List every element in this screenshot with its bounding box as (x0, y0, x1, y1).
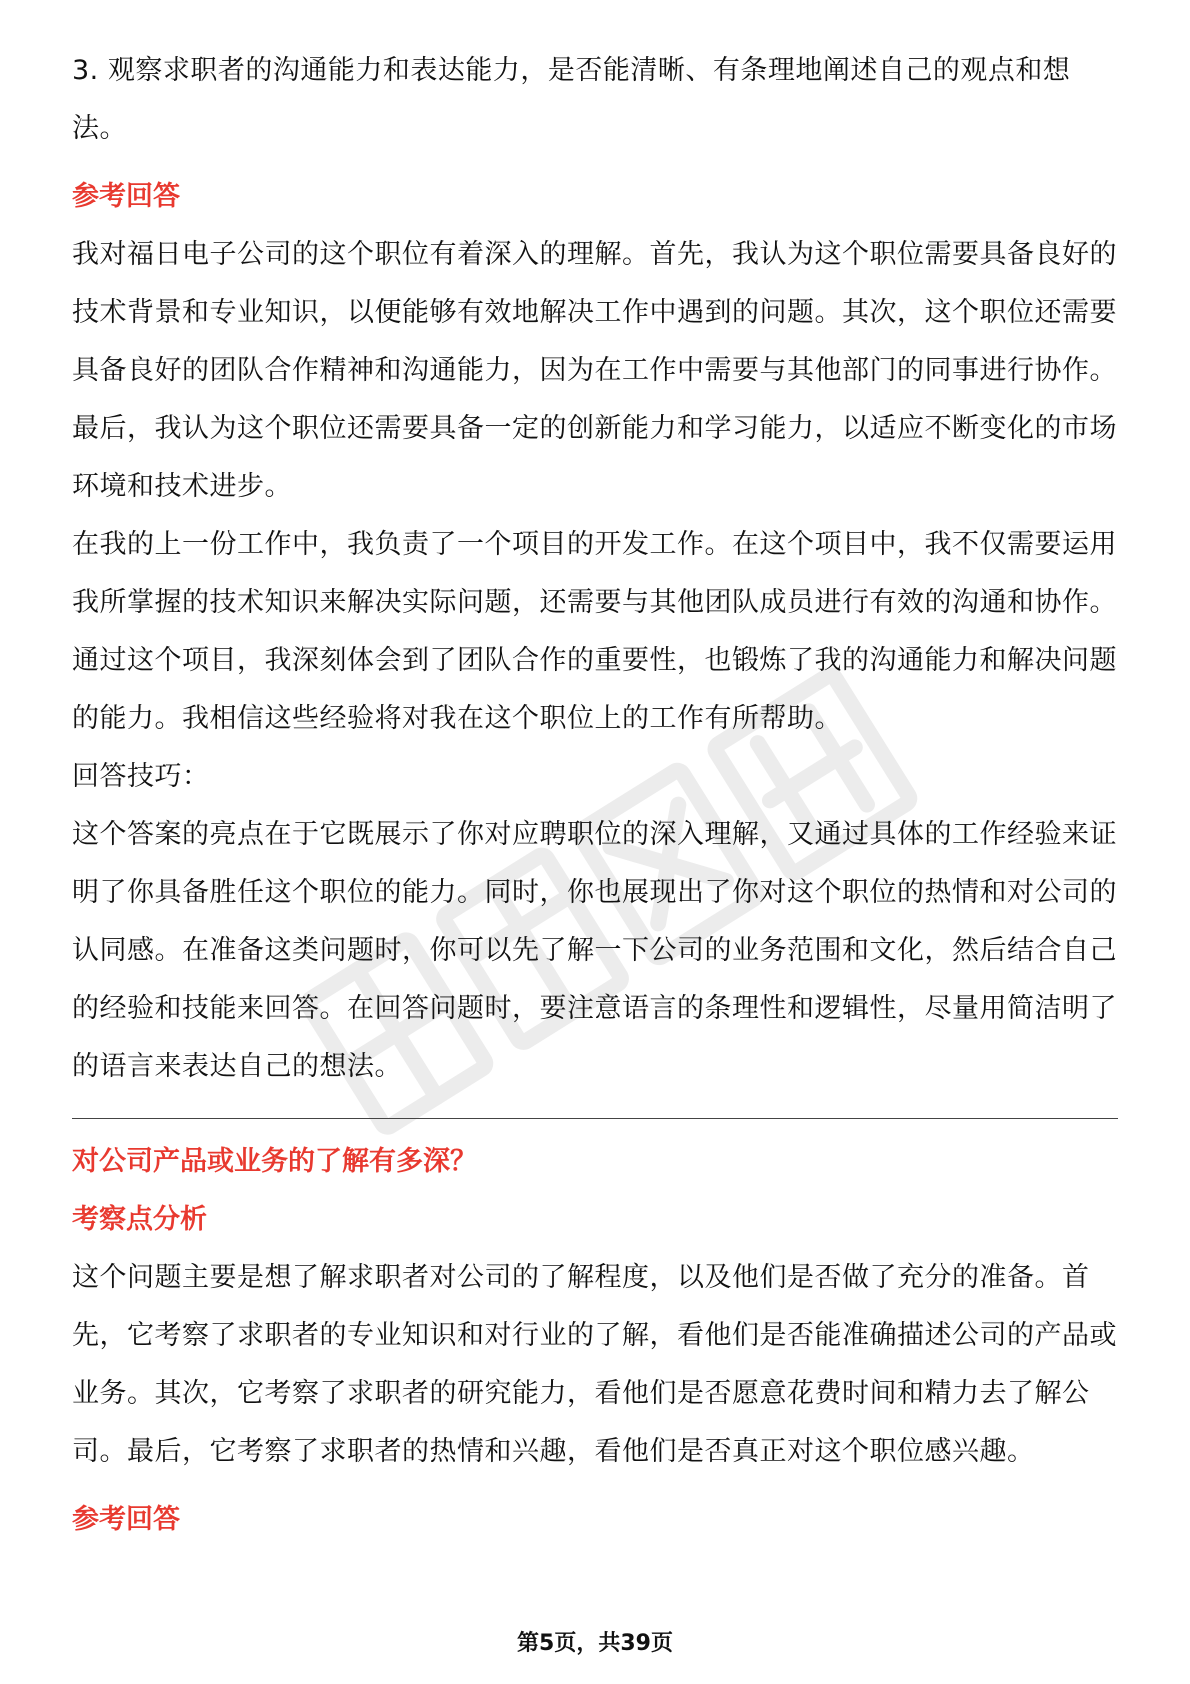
question-heading: 对公司产品或业务的了解有多深？ (72, 1146, 477, 1177)
section-divider (72, 1118, 1118, 1119)
analysis-paragraph: 这个问题主要是想了解求职者对公司的了解程度，以及他们是否做了充分的准备。首先，它考察了求职者的专业知识和对行业的了解，看他们是否能准确描述公司的产品或业务。其次，它考察了求职者的研究能力，看他们是否愿意花费时间和精力去了解公司。最后，它考察了求职者的热情和兴趣，看他们是否真正对这个职位感兴趣。 (72, 1262, 1117, 1467)
analysis-heading: 考察点分析 (72, 1204, 207, 1235)
answer-paragraph: 我对福日电子公司的这个职位有着深入的理解。首先，我认为这个职位需要具备良好的技术背景和专业知识，以便能够有效地解决工作中遇到的问题。其次，这个职位还需要具备良好的团队合作精神和沟通能力，因为在工作中需要与其他部门的同事进行协作。最后，我认为这个职位还需要具备一定的创新能力和学习能力，以适应不断变化的市场环境和技术进步。 (72, 239, 1117, 502)
reference-answer-heading-2: 参考回答 (72, 1504, 180, 1535)
reference-answer-heading: 参考回答 (72, 181, 180, 212)
intro-paragraph: 3. 观察求职者的沟通能力和表达能力，是否能清晰、有条理地阐述自己的观点和想法。 (72, 55, 1071, 144)
tips-label: 回答技巧： (72, 761, 210, 792)
document-page (72, 42, 1118, 1549)
tips-paragraph: 这个答案的亮点在于它既展示了你对应聘职位的深入理解，又通过具体的工作经验来证明了你具备胜任这个职位的能力。同时，你也展现出了你对这个职位的热情和对公司的认同感。在准备这类问题时，你可以先了解一下公司的业务范围和文化，然后结合自己的经验和技能来回答。在回答问题时，要注意语言的条理性和逻辑性，尽量用简洁明了的语言来表达自己的想法。 (72, 819, 1117, 1082)
page-number: 第5页，共39页 (517, 1631, 673, 1656)
answer-paragraph: 在我的上一份工作中，我负责了一个项目的开发工作。在这个项目中，我不仅需要运用我所掌握的技术知识来解决实际问题，还需要与其他团队成员进行有效的沟通和协作。通过这个项目，我深刻体会到了团队合作的重要性，也锻炼了我的沟通能力和解决问题的能力。我相信这些经验将对我在这个职位上的工作有所帮助。 (72, 529, 1117, 734)
